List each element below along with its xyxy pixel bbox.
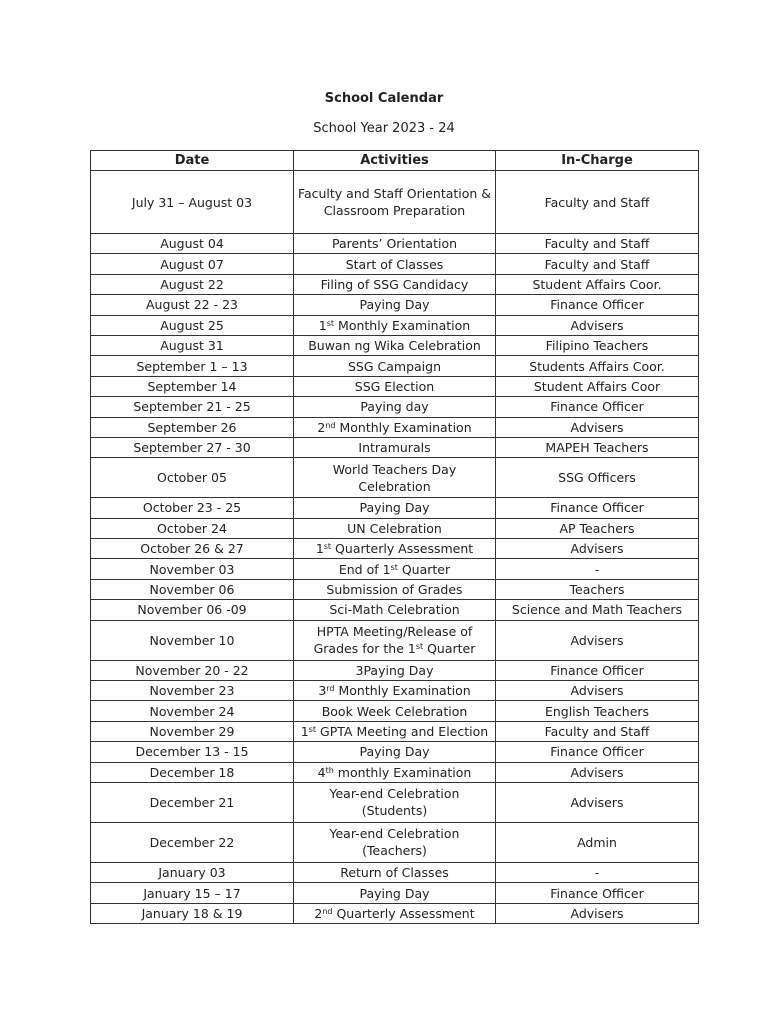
table-row xyxy=(91,721,699,741)
activity-cell: Paying Day xyxy=(294,883,496,903)
activity-cell: World Teachers Day Celebration xyxy=(294,458,496,498)
activity-text: Monthly Examination xyxy=(335,419,472,435)
in-charge-cell: MAPEH Teachers xyxy=(496,437,699,457)
activity-cell: 3Paying Day xyxy=(294,660,496,680)
activity-text: Quarterly Assessment xyxy=(331,541,474,557)
activity-text: 2 xyxy=(314,905,323,921)
in-charge-cell: Finance Officer xyxy=(496,660,699,680)
activity-cell xyxy=(294,539,496,559)
date-cell: September 21 - 25 xyxy=(91,397,294,417)
ordinal-suffix: nd xyxy=(322,906,333,916)
table-row xyxy=(91,518,699,538)
ordinal-suffix: rd xyxy=(326,684,335,694)
in-charge-cell: English Teachers xyxy=(496,701,699,721)
activity-text: 1 xyxy=(315,541,324,557)
table-row xyxy=(91,234,699,254)
activity-cell: Submission of Grades xyxy=(294,579,496,599)
document-subtitle: School Year 2023 - 24 xyxy=(313,121,455,136)
school-calendar-table xyxy=(90,150,699,924)
in-charge-cell: - xyxy=(496,862,699,882)
activity-cell: Buwan ng Wika Celebration xyxy=(294,335,496,355)
activity-cell xyxy=(294,721,496,741)
in-charge-cell: Faculty and Staff xyxy=(496,254,699,274)
date-cell: November 29 xyxy=(91,721,294,741)
in-charge-cell: Filipino Teachers xyxy=(496,335,699,355)
header-in-charge: In-Charge xyxy=(496,151,699,171)
activity-text: Quarter xyxy=(397,561,451,577)
activity-text: End of 1 xyxy=(338,561,391,577)
table-row xyxy=(91,579,699,599)
activity-cell xyxy=(294,620,496,660)
in-charge-cell: Teachers xyxy=(496,579,699,599)
date-cell: October 26 & 27 xyxy=(91,539,294,559)
activity-cell: Start of Classes xyxy=(294,254,496,274)
table-row xyxy=(91,600,699,620)
in-charge-cell: Student Affairs Coor. xyxy=(496,274,699,294)
date-cell: October 05 xyxy=(91,458,294,498)
header-activities: Activities xyxy=(294,151,496,171)
in-charge-cell: Finance Officer xyxy=(496,883,699,903)
activity-cell xyxy=(294,903,496,923)
ordinal-suffix: st xyxy=(326,318,335,328)
table-header-row xyxy=(91,151,699,171)
date-cell: December 13 - 15 xyxy=(91,742,294,762)
activity-text: 4 xyxy=(317,764,326,780)
in-charge-cell: Advisers xyxy=(496,620,699,660)
in-charge-cell: AP Teachers xyxy=(496,518,699,538)
activity-cell xyxy=(294,681,496,701)
date-cell: January 18 & 19 xyxy=(91,903,294,923)
in-charge-cell: Advisers xyxy=(496,782,699,822)
table-row xyxy=(91,862,699,882)
date-cell: October 24 xyxy=(91,518,294,538)
table-row xyxy=(91,782,699,822)
activity-cell: Sci-Math Celebration xyxy=(294,600,496,620)
table-row xyxy=(91,315,699,335)
activity-cell: Parents’ Orientation xyxy=(294,234,496,254)
activity-cell xyxy=(294,315,496,335)
in-charge-cell: Science and Math Teachers xyxy=(496,600,699,620)
table-row xyxy=(91,335,699,355)
date-cell: November 10 xyxy=(91,620,294,660)
date-cell: August 22 xyxy=(91,274,294,294)
activity-cell: Paying Day xyxy=(294,295,496,315)
date-cell: November 23 xyxy=(91,681,294,701)
activity-cell: Paying Day xyxy=(294,742,496,762)
table-row xyxy=(91,660,699,680)
table-row xyxy=(91,559,699,579)
in-charge-cell: Advisers xyxy=(496,315,699,335)
table-row xyxy=(91,274,699,294)
table-row xyxy=(91,397,699,417)
ordinal-suffix: nd xyxy=(325,420,336,430)
in-charge-cell: Students Affairs Coor. xyxy=(496,356,699,376)
activity-cell: Faculty and Staff Orientation & Classroom Preparation xyxy=(294,171,496,234)
activity-cell: Return of Classes xyxy=(294,862,496,882)
table-row xyxy=(91,701,699,721)
date-cell: November 06 xyxy=(91,579,294,599)
activity-cell xyxy=(294,559,496,579)
table-row xyxy=(91,681,699,701)
table-row xyxy=(91,762,699,782)
activity-text: Monthly Examination xyxy=(334,317,471,333)
date-cell: September 1 – 13 xyxy=(91,356,294,376)
in-charge-cell: Advisers xyxy=(496,539,699,559)
table-row xyxy=(91,376,699,396)
in-charge-cell: Admin xyxy=(496,822,699,862)
date-cell: September 27 - 30 xyxy=(91,437,294,457)
activity-cell: Year-end Celebration (Students) xyxy=(294,782,496,822)
table-row xyxy=(91,742,699,762)
in-charge-cell: Advisers xyxy=(496,903,699,923)
table-row xyxy=(91,254,699,274)
in-charge-cell: Advisers xyxy=(496,762,699,782)
activity-cell: SSG Election xyxy=(294,376,496,396)
table-row xyxy=(91,437,699,457)
date-cell: September 14 xyxy=(91,376,294,396)
activity-cell: Year-end Celebration (Teachers) xyxy=(294,822,496,862)
date-cell: November 24 xyxy=(91,701,294,721)
in-charge-cell: Faculty and Staff xyxy=(496,171,699,234)
date-cell: November 06 -09 xyxy=(91,600,294,620)
table-row xyxy=(91,822,699,862)
date-cell: August 04 xyxy=(91,234,294,254)
date-cell: November 03 xyxy=(91,559,294,579)
activity-cell: Paying Day xyxy=(294,498,496,518)
document-title: School Calendar xyxy=(324,91,444,106)
activity-cell: SSG Campaign xyxy=(294,356,496,376)
date-cell: August 22 - 23 xyxy=(91,295,294,315)
table-row xyxy=(91,417,699,437)
date-cell: August 31 xyxy=(91,335,294,355)
in-charge-cell: Finance Officer xyxy=(496,742,699,762)
ordinal-suffix: st xyxy=(323,542,332,552)
activity-cell xyxy=(294,417,496,437)
table-row xyxy=(91,539,699,559)
activity-text: 3 xyxy=(318,683,327,699)
ordinal-suffix: st xyxy=(415,642,424,652)
in-charge-cell: Finance Officer xyxy=(496,498,699,518)
in-charge-cell: Student Affairs Coor xyxy=(496,376,699,396)
date-cell: November 20 - 22 xyxy=(91,660,294,680)
in-charge-cell: Faculty and Staff xyxy=(496,234,699,254)
table-row xyxy=(91,498,699,518)
header-date: Date xyxy=(91,151,294,171)
ordinal-suffix: st xyxy=(308,725,317,734)
date-cell: July 31 – August 03 xyxy=(91,171,294,234)
ordinal-suffix: th xyxy=(325,765,334,775)
activity-text: Quarter xyxy=(423,641,476,657)
activity-text: GPTA Meeting and Election xyxy=(316,724,489,739)
activity-cell: UN Celebration xyxy=(294,518,496,538)
date-cell: January 03 xyxy=(91,862,294,882)
in-charge-cell: Advisers xyxy=(496,681,699,701)
date-cell: December 18 xyxy=(91,762,294,782)
activity-cell: Filing of SSG Candidacy xyxy=(294,274,496,294)
activity-text: 1 xyxy=(300,724,309,739)
ordinal-suffix: st xyxy=(390,562,398,572)
table-row xyxy=(91,171,699,234)
in-charge-cell: Advisers xyxy=(496,417,699,437)
table-row xyxy=(91,458,699,498)
activity-text: 2 xyxy=(317,419,326,435)
in-charge-cell: Finance Officer xyxy=(496,397,699,417)
date-cell: December 21 xyxy=(91,782,294,822)
activity-cell: Paying day xyxy=(294,397,496,417)
date-cell: August 25 xyxy=(91,315,294,335)
in-charge-cell: - xyxy=(496,559,699,579)
table-row xyxy=(91,295,699,315)
table-row xyxy=(91,903,699,923)
date-cell: August 07 xyxy=(91,254,294,274)
activity-text: Quarterly Assessment xyxy=(332,905,475,921)
date-cell: October 23 - 25 xyxy=(91,498,294,518)
date-cell: December 22 xyxy=(91,822,294,862)
activity-text: Monthly Examination xyxy=(334,683,471,699)
in-charge-cell: SSG Officers xyxy=(496,458,699,498)
activity-cell: Book Week Celebration xyxy=(294,701,496,721)
table-row xyxy=(91,356,699,376)
activity-text: 1 xyxy=(318,317,327,333)
table-body xyxy=(91,171,699,924)
date-cell: September 26 xyxy=(91,417,294,437)
in-charge-cell: Finance Officer xyxy=(496,295,699,315)
table-row xyxy=(91,620,699,660)
activity-text: HPTA Meeting/Release of Grades for the 1 xyxy=(313,624,473,657)
in-charge-cell: Faculty and Staff xyxy=(496,721,699,741)
table-row xyxy=(91,883,699,903)
date-cell: January 15 – 17 xyxy=(91,883,294,903)
activity-text: monthly Examination xyxy=(333,764,472,780)
activity-cell xyxy=(294,762,496,782)
activity-cell: Intramurals xyxy=(294,437,496,457)
